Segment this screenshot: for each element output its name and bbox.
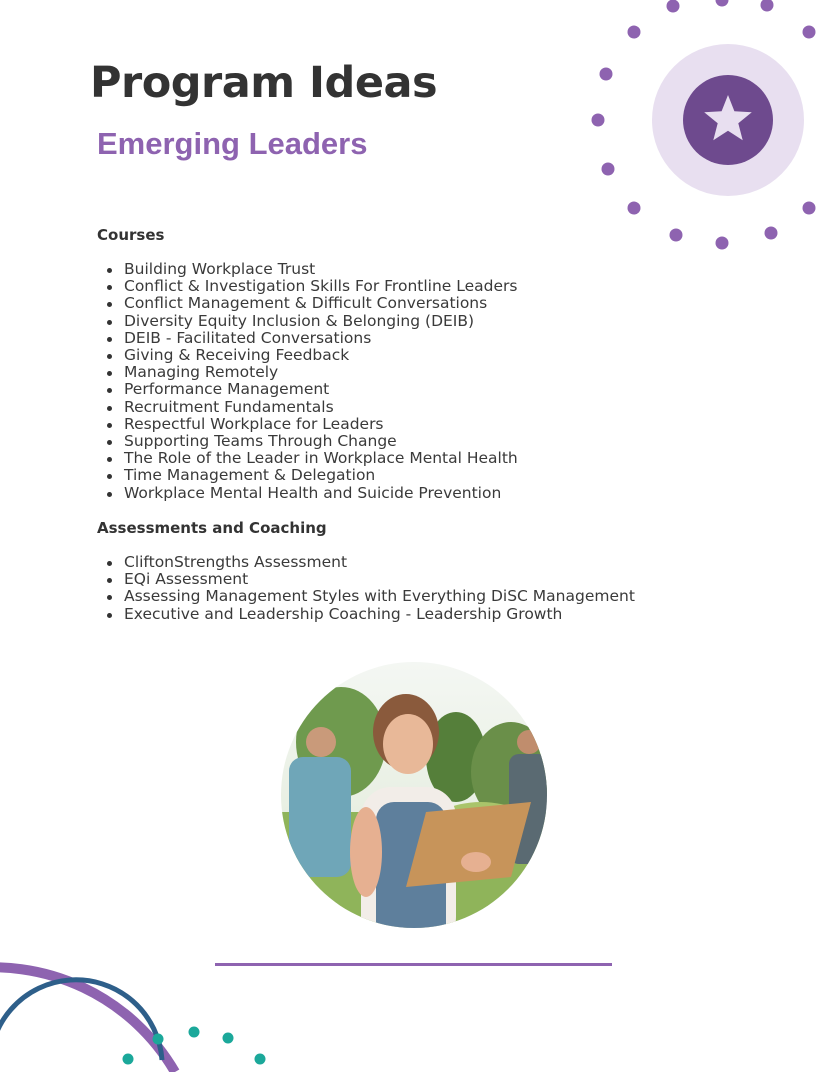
- courses-list: [124, 261, 744, 502]
- list-item: DEIB - Facilitated Conversations: [124, 330, 744, 347]
- corner-decoration: [0, 940, 300, 1072]
- list-item: The Role of the Leader in Workplace Mental Health: [124, 450, 744, 467]
- list-item: Performance Management: [124, 381, 744, 398]
- list-item: Supporting Teams Through Change: [124, 433, 744, 450]
- list-item: EQi Assessment: [124, 571, 744, 588]
- list-item: Recruitment Fundamentals: [124, 399, 744, 416]
- leader-photo: [281, 662, 547, 928]
- list-item: Executive and Leadership Coaching - Leadership Growth: [124, 606, 744, 623]
- list-item: Diversity Equity Inclusion & Belonging (DEIB): [124, 313, 744, 330]
- list-item: Managing Remotely: [124, 364, 744, 381]
- list-item: Assessing Management Styles with Everything DiSC Management: [124, 588, 744, 605]
- page-title: Program Ideas: [90, 58, 438, 108]
- list-item: Conflict & Investigation Skills For Frontline Leaders: [124, 278, 744, 295]
- list-item: Giving & Receiving Feedback: [124, 347, 744, 364]
- star-icon: [683, 75, 773, 165]
- courses-heading: Courses: [97, 226, 165, 244]
- list-item: CliftonStrengths Assessment: [124, 554, 744, 571]
- list-item: Time Management & Delegation: [124, 467, 744, 484]
- page-subtitle: Emerging Leaders: [97, 126, 368, 161]
- assessments-heading: Assessments and Coaching: [97, 519, 327, 537]
- list-item: Respectful Workplace for Leaders: [124, 416, 744, 433]
- assessments-list: [124, 554, 744, 623]
- list-item: Conflict Management & Difficult Conversations: [124, 295, 744, 312]
- list-item: Workplace Mental Health and Suicide Prevention: [124, 485, 744, 502]
- list-item: Building Workplace Trust: [124, 261, 744, 278]
